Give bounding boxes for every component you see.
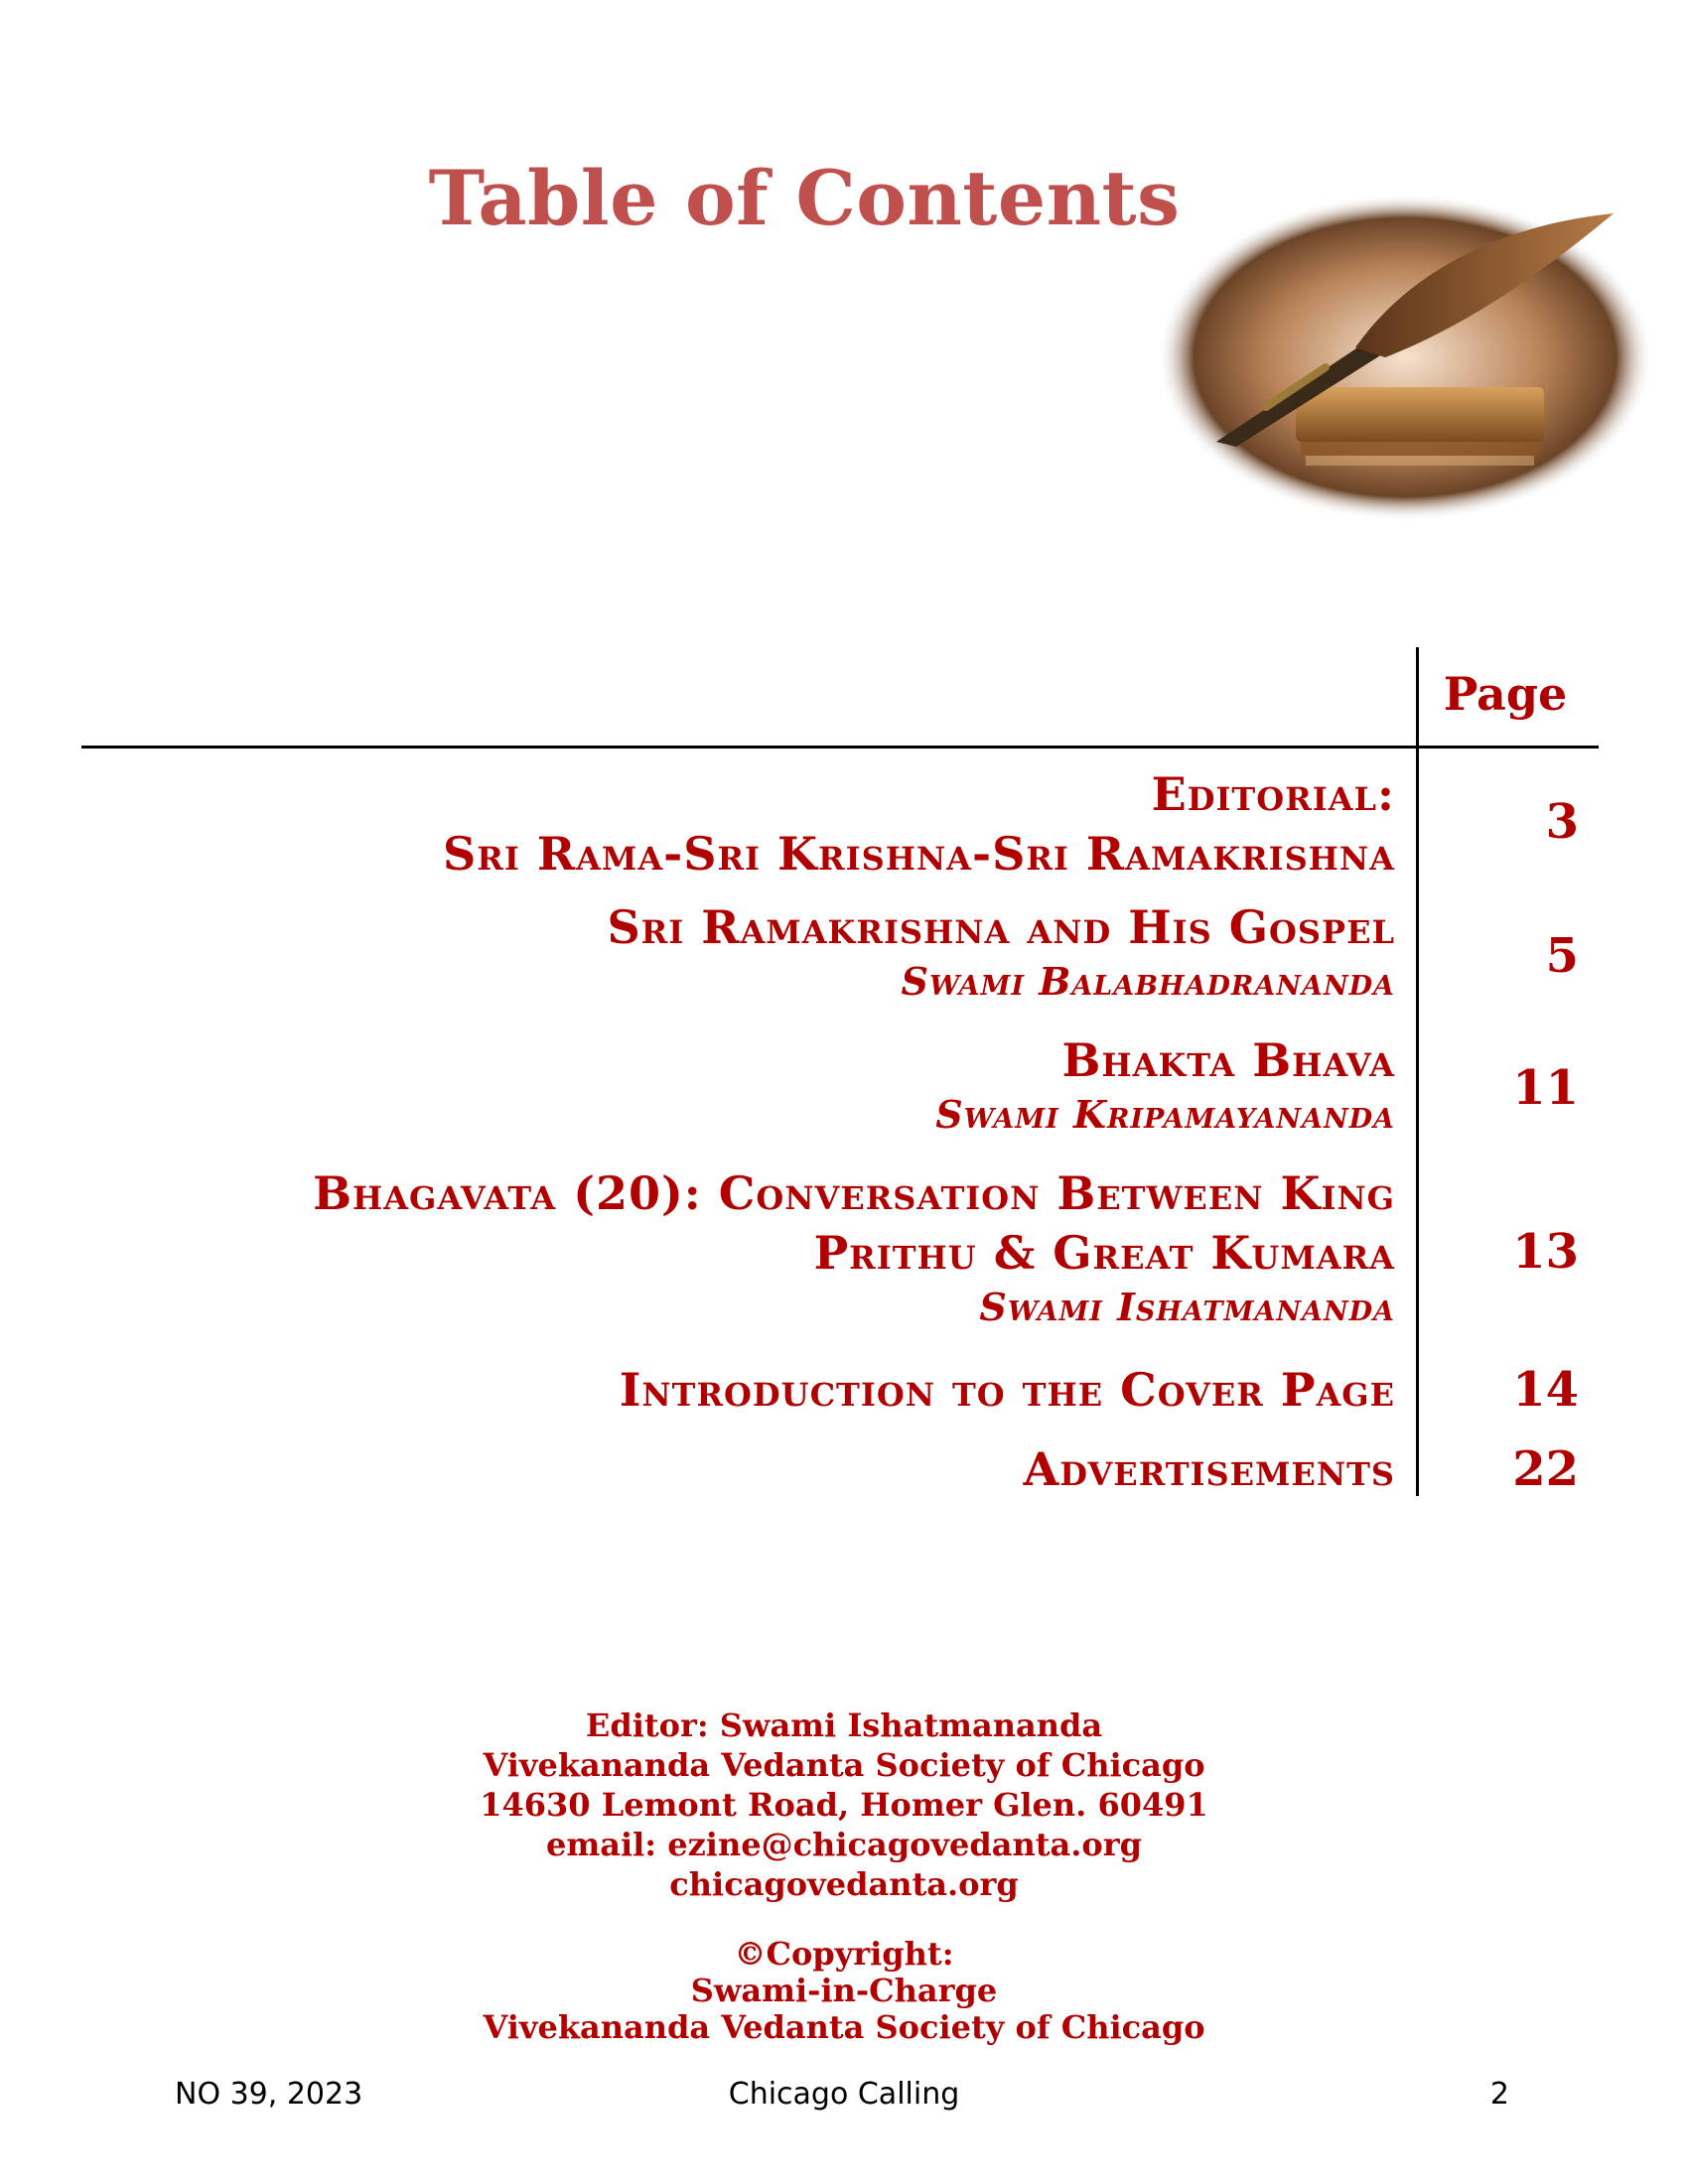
editorial-credits <box>348 1706 1340 1904</box>
toc-entry-bhakta-bhava[interactable] <box>253 1030 1395 1140</box>
footer-issue: NO 39, 2023 <box>175 2077 363 2112</box>
header-rule <box>81 746 1599 749</box>
footer-publication: Chicago Calling <box>728 2077 960 2112</box>
editor-line: Editor: Swami Ishatmananda <box>585 1706 1103 1744</box>
column-divider <box>1416 647 1419 1496</box>
entry-title: Introduction to the Cover Page <box>619 1363 1395 1417</box>
entry-author: Swami Balabhadrananda <box>901 959 1395 1004</box>
entry-author: Swami Kripamayananda <box>935 1092 1395 1137</box>
entry-title-line2: Sri Rama-Sri Krishna-Sri Ramakrishna <box>443 827 1395 881</box>
copyright-block <box>348 1936 1340 2046</box>
entry-title: Sri Ramakrishna and His Gospel <box>607 900 1395 954</box>
page-title: Table of Contents <box>428 154 1181 242</box>
entry-page-number: 14 <box>1512 1362 1579 1418</box>
footer-page-number: 2 <box>1489 2077 1509 2112</box>
entry-page-number: 3 <box>1545 794 1579 850</box>
toc-entry-cover-intro[interactable] <box>253 1360 1395 1420</box>
quill-pen-and-book-icon <box>1157 194 1653 521</box>
toc-entry-bhagavata[interactable] <box>253 1163 1395 1332</box>
entry-page-number: 13 <box>1512 1224 1579 1280</box>
entry-author: Swami Ishatmananda <box>979 1285 1395 1329</box>
address-line: 14630 Lemont Road, Homer Glen. 60491 <box>480 1786 1208 1824</box>
society-line: Vivekananda Vedanta Society of Chicago <box>483 1746 1205 1784</box>
entry-title: Bhagavata (20): Conversation Between King <box>313 1166 1395 1220</box>
email-link[interactable]: email: ezine@chicagovedanta.org <box>546 1826 1142 1863</box>
copyright-holder: Swami-in-Charge <box>690 1972 998 2009</box>
page-column-header: Page <box>1443 667 1568 721</box>
entry-page-number: 5 <box>1545 928 1579 984</box>
toc-entry-advertisements[interactable] <box>253 1439 1395 1499</box>
copyright-society: Vivekananda Vedanta Society of Chicago <box>483 2008 1205 2046</box>
entry-title: Bhakta Bhava <box>1061 1033 1395 1087</box>
entry-title: Editorial: <box>1151 767 1395 821</box>
toc-entry-editorial[interactable] <box>253 764 1395 884</box>
entry-page-number: 22 <box>1512 1441 1579 1497</box>
entry-title: Advertisements <box>1023 1442 1395 1496</box>
website-link[interactable]: chicagovedanta.org <box>669 1865 1019 1903</box>
entry-title-line2: Prithu & Great Kumara <box>813 1226 1395 1280</box>
entry-page-number: 11 <box>1512 1060 1579 1116</box>
copyright-label: ©Copyright: <box>734 1935 954 1973</box>
toc-entry-gospel[interactable] <box>253 897 1395 1007</box>
